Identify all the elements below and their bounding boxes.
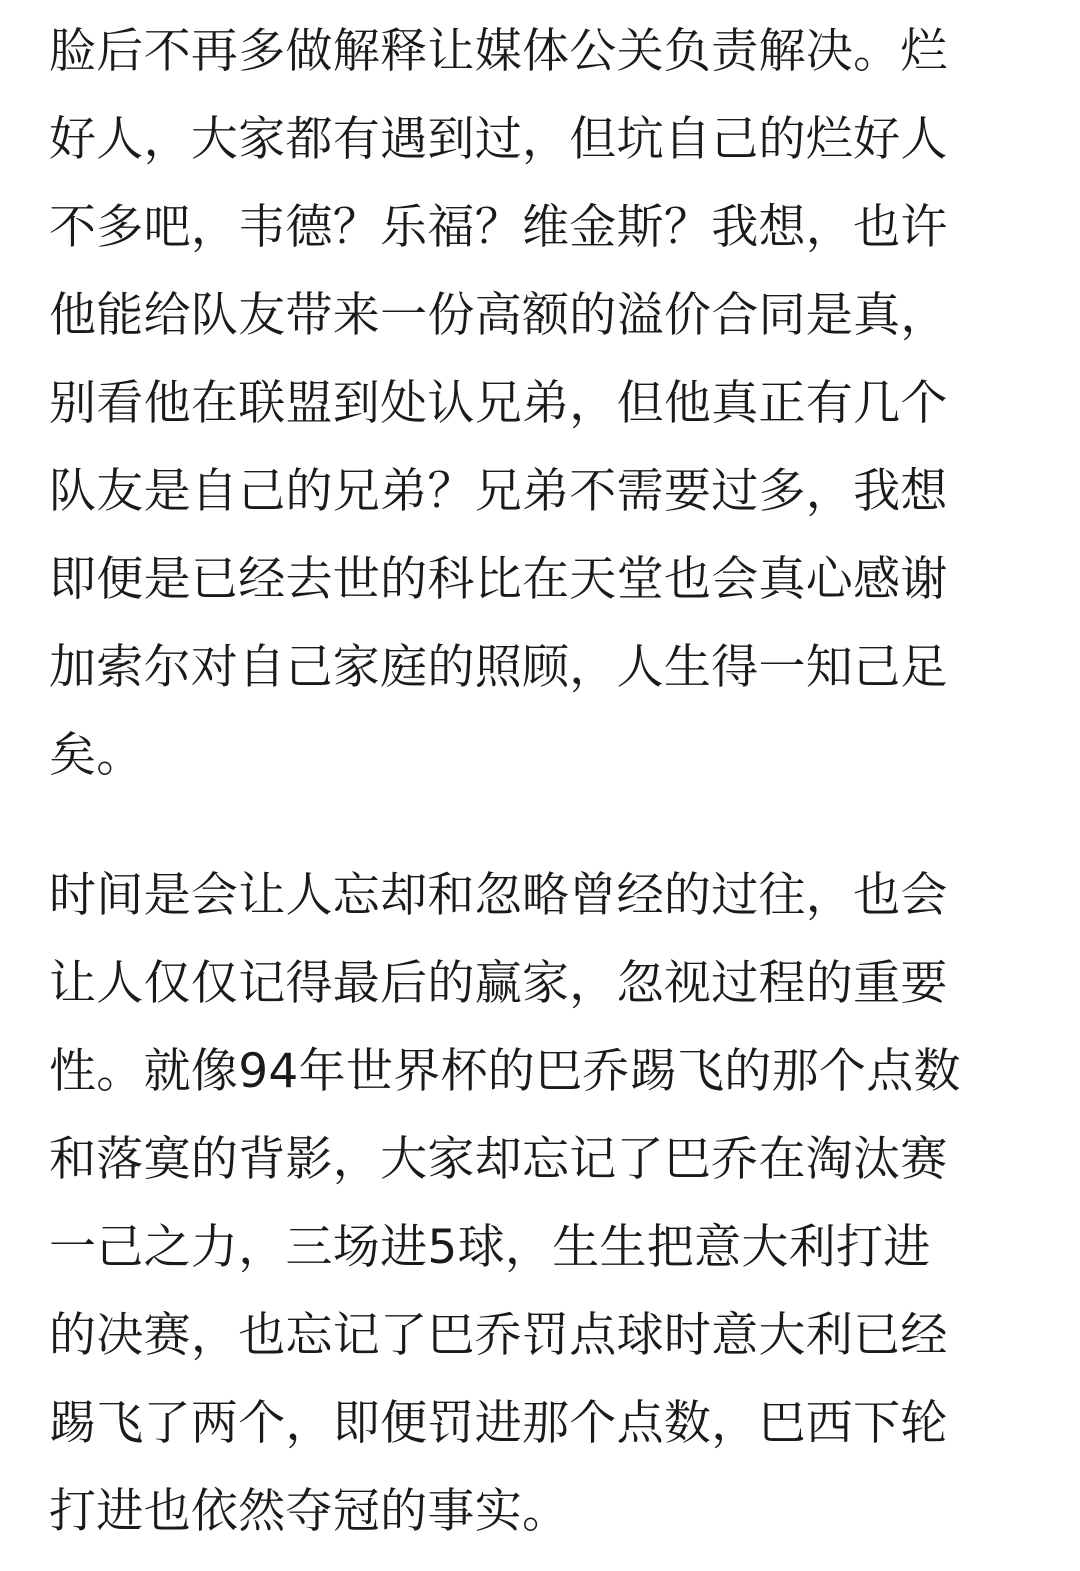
text-line: 和落寞的背影，大家却忘记了巴乔在淘汰赛 (49, 1132, 948, 1187)
text-line: 打进也依然夺冠的事实。 (49, 1484, 570, 1539)
paragraph-spacer (49, 800, 1049, 852)
text-line: 的决赛，也忘记了巴乔罚点球时意大利已经 (49, 1308, 948, 1363)
text-line: 脸后不再多做解释让媒体公关负责解决。烂 (49, 24, 948, 79)
text-line: 队友是自己的兄弟？兄弟不需要过多，我想 (49, 464, 948, 519)
text-line: 加索尔对自己家庭的照顾，人生得一知己足 (49, 640, 948, 695)
article-body (49, 8, 1049, 1556)
text-line: 好人，大家都有遇到过，但坑自己的烂好人 (49, 112, 948, 167)
text-line: 别看他在联盟到处认兄弟，但他真正有几个 (49, 376, 948, 431)
paragraph-2 (49, 852, 1049, 1556)
text-line: 矣。 (49, 728, 144, 783)
text-line: 他能给队友带来一份高额的溢价合同是真， (49, 288, 948, 343)
text-line: 让人仅仅记得最后的赢家，忽视过程的重要 (49, 956, 948, 1011)
text-line: 一己之力，三场进5球，生生把意大利打进 (49, 1220, 931, 1275)
text-line: 踢飞了两个，即便罚进那个点数，巴西下轮 (49, 1396, 948, 1451)
text-line: 即便是已经去世的科比在天堂也会真心感谢 (49, 552, 948, 607)
text-line: 时间是会让人忘却和忽略曾经的过往，也会 (49, 868, 948, 923)
paragraph-1 (49, 8, 1049, 800)
text-line: 不多吧，韦德？乐福？维金斯？我想，也许 (49, 200, 948, 255)
text-line: 性。就像94年世界杯的巴乔踢飞的那个点数 (49, 1044, 961, 1099)
